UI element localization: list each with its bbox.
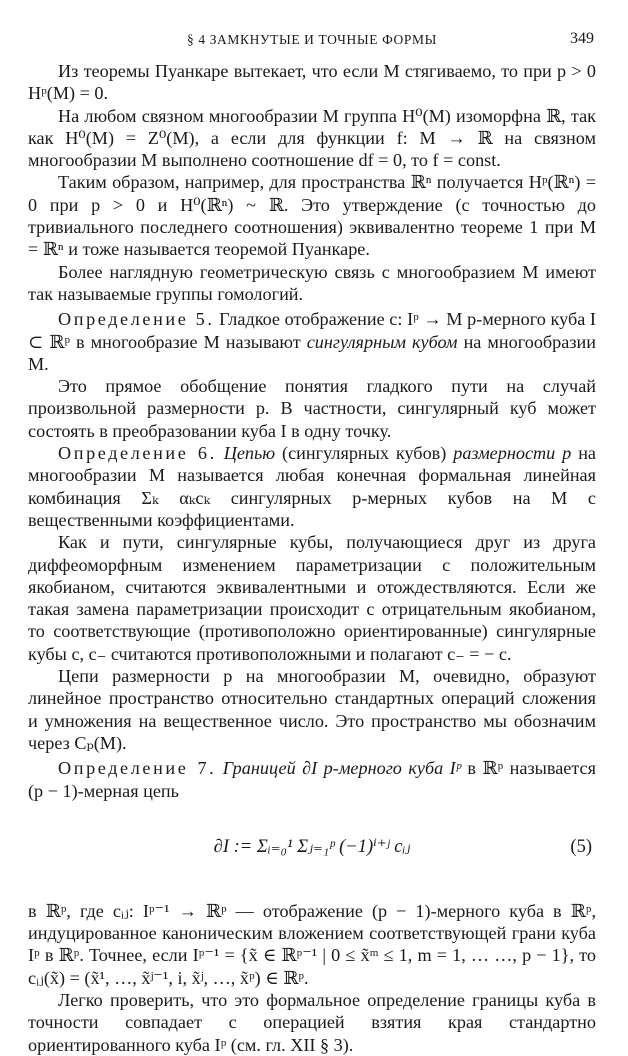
definition-6-text: (сингулярных кубов) bbox=[275, 443, 454, 464]
paragraph-face-maps: в ℝᵖ, где cᵢⱼ: Iᵖ⁻¹ → ℝᵖ — отображение (p − 1)-мерного куба в ℝᵖ, индуцированное каноническим вложением соответствующей грани куба Iᵖ в ℝᵖ. Точнее, если Iᵖ⁻¹ = {x̃ ∈ ℝᵖ⁻¹ | 0 ≤ x̃ᵐ ≤ 1, m = 1, … …, p − 1}, то cᵢⱼ(x̃) = (x̃¹, …, x̃ʲ⁻¹, i, x̃ʲ, …, x̃ᵖ) ∈ ℝᵖ. bbox=[28, 900, 596, 988]
definition-5 bbox=[28, 308, 596, 375]
running-title: § 4 ЗАМКНУТЫЕ И ТОЧНЫЕ ФОРМЫ bbox=[187, 32, 437, 47]
page-header bbox=[28, 30, 596, 60]
definition-7 bbox=[28, 757, 596, 802]
paragraph-chain-space: Цепи размерности p на многообразии M, очевидно, образуют линейное пространство относительно стандартных операций сложения и умножения на вещественное число. Это пространство мы обозначим через Cₚ(M). bbox=[28, 666, 596, 753]
definition-7-text: в ℝᵖ называется (p − 1)-мерная цепь bbox=[28, 758, 596, 801]
definition-5-lead: Определение 5. bbox=[58, 309, 215, 330]
paragraph-singular-cube-remark: Это прямое обобщение понятия гладкого пути на случай произвольной размерности p. В частности, сингулярный куб может состоять в преобразовании куба I в одну точку. bbox=[28, 376, 596, 441]
definition-5-term: сингулярным кубом bbox=[306, 331, 458, 352]
paragraph-poincare-consequence: Из теоремы Пуанкаре вытекает, что если M стягиваемо, то при p > 0 Hᵖ(M) = 0. bbox=[28, 61, 596, 104]
page-number: 349 bbox=[570, 30, 594, 47]
definition-6 bbox=[28, 442, 596, 531]
definition-7-term: Границей ∂I p-мерного куба Iᵖ bbox=[216, 758, 461, 779]
equation-number: (5) bbox=[570, 836, 592, 857]
paragraph-orientation: Как и пути, сингулярные кубы, получающиеся друг из друга диффеоморфным изменением параметризации с положительным якобианом, считаются эквивалентными и отождествляются. Если же такая замена параметризации происходит с отрицательным якобианом, то соответствующие (противоположно ориентированные) сингулярные кубы c, c₋ считаются противоположными и полагают c₋ = − c. bbox=[28, 532, 596, 664]
definition-6-lead: Определение 6. bbox=[58, 443, 217, 464]
definition-6-term-2: размерности p bbox=[453, 443, 572, 464]
paragraph-connected-manifold: На любом связном многообразии M группа H⁰(M) изоморфна ℝ, так как H⁰(M) = Z⁰(M), а если для функции f: M → ℝ на связном многообразии M выполнено соотношение df = 0, то f = const. bbox=[28, 105, 596, 171]
definition-7-lead: Определение 7. bbox=[58, 758, 217, 779]
paragraph-rn-cohomology: Таким образом, например, для пространства ℝⁿ получается Hᵖ(ℝⁿ) = 0 при p > 0 и H⁰(ℝⁿ) ~ ℝ. Это утверждение (с точностью до тривиального последнего соотношения) эквивалентно теореме 1 при M = ℝⁿ и тоже называется теоремой Пуанкаре. bbox=[28, 172, 596, 260]
definition-6-term: Цепью bbox=[216, 443, 276, 464]
page-body bbox=[28, 60, 596, 1056]
definition-5-text: Гладкое отображение c: Iᵖ → M p-мерного куба I ⊂ ℝᵖ в многообразие M называют bbox=[28, 309, 596, 352]
paragraph-final-remark: Легко проверить, что это формальное определение границы куба в точности совпадает с операцией взятия края стандартно ориентированного куба Iᵖ (см. гл. XII § 3). bbox=[28, 989, 596, 1055]
formula-block bbox=[28, 806, 596, 898]
paragraph-homology-intro: Более наглядную геометрическую связь с многообразием M имеют так называемые группы гомологий. bbox=[28, 261, 596, 304]
definition-5-tail: на многообразии M. bbox=[28, 331, 596, 374]
boundary-formula: ∂I := Σᵢ₌₀¹ Σⱼ₌₁ᵖ (−1)ⁱ⁺ʲ cᵢⱼ bbox=[213, 836, 411, 857]
definition-6-tail: на многообразии M называется любая конечная формальная линейная комбинация Σₖ αₖcₖ сингулярных p-мерных кубов на M с вещественными коэффициентами. bbox=[28, 443, 597, 530]
